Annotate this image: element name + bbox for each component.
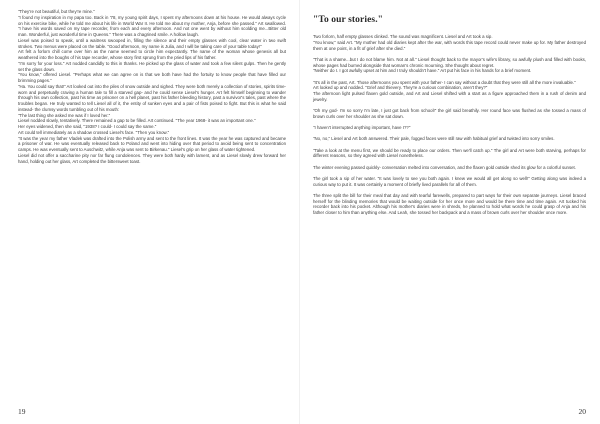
paragraph: "The last thing she asked me was if I loved her." — [18, 112, 111, 118]
paragraph: The girl took a sip of her water. "It was lovely to see you both again. I knew we would all get along so well!" Getting along was indeed a curious way to put it. It was certainly a moment of briefly lived parallels for all of them. — [313, 175, 586, 187]
paragraph: Art looked up and nodded. "Grief and thievery. They're a curious combination, aren't they?" — [313, 85, 488, 91]
page-number: 20 — [578, 407, 586, 416]
paragraph: "That is a shame...but I do not blame him. Not at all." Liesel thought back to the mayor's wife's library, so awfully plush and filled with books, whose pages had burned alongside that woman's chronic mourning. She thought about regret. — [313, 56, 586, 68]
paragraph: "I found my inspiration in my papa too. Back in '78, my young spirit days, I spent my afternoons down at his house. He would always cycle on his exercise bike, while he told me about his life in World War II. He told me about my mother, Anja, before she passed." Art swallowed. "I have his words saved on my tape recorder, from each and every afternoon. And not one went by without him scolding me...Bitter old man. Wonderful, just wonderful time in Queens." There was a chagrined smile. A hollow laugh. — [18, 14, 286, 37]
paragraph: The three split the bill for their meal that day and with tearful farewells, prepared to part ways for their own separate journeys. Liesel braced herself for the blinding memories that would be waiting outside for her once more and would be there time and time again. Art tucked his recorder back into his pocket. Although his mother's diaries were in shreds, he planned to hold what words he could grasp of Anja and his father closer to him than anything else. And Leah, she tossed her backpack and a mass of brown curls over her shoulder once more. — [313, 192, 586, 215]
paragraph: Liesel nodded slowly, tentatively. There remained a gap to be filled. Art continued. "The year 1968- it was an important one." — [18, 118, 256, 124]
paragraph: Art felt a forlorn chill come over him as the name seemed to circle him expectantly. The name of the woman whose genesis all but weathered into the boughs of his tape recorder, whose story first sprung from the pried lips of his father. — [18, 49, 286, 60]
paragraph: The winter evening passed quickly- conversation melted into conversation, and the flaxen gold outside shed its glow for a colorful sunset. — [313, 164, 576, 170]
right-page-body — [313, 34, 586, 216]
paragraph: Liesel was poised to speak, until a waitress swooped in, filling the silence and their empty glasses with cool, clear water in two swift strokes. Two menus were placed on the table. "Good afternoon, my name is Julia, and I will be taking care of your table today!" — [18, 37, 286, 49]
paragraph: "I haven't interrupted anything important, have I??" — [313, 125, 411, 130]
chapter-heading: "To our stories." — [313, 15, 384, 25]
paragraph: The afternoon light pulsed flaxen gold outside, and Art and Liesel shifted with a start as a figure approached them in a rush of denim and jewelry. — [313, 91, 586, 102]
left-page-body — [18, 9, 286, 164]
right-page — [300, 0, 600, 424]
paragraph: "Neither do I. I got awfully upset at him and I truly shouldn't have." Art put his face in his hands for a brief moment. — [313, 68, 532, 74]
paragraph: "Ha. You could say that!" Art looked out into the piles of snow outside and sighed. They were both merely a collection of stories, spirits time-worn and perpetually craving a human tale to fill a starved gap- and he could sense Liesel's hunger. Art felt himself beginning to wander through his own collection, past his time as prisoner on a hell planet, past his father bleeding history, past a survivor's tales, past where the troubles began. He truly wanted to tell Liesel all of it, the entity of sunken eyes and a pair of fists poised to fight. But this is what he said instead- the clumsy words tumbling out of his mouth: — [18, 83, 286, 112]
paragraph: Two forlorn, half empty glasses clinked. The sound was magnificent. Liesel and Art took a sip. — [313, 34, 493, 39]
paragraph: "Oh my god- I'm so sorry I'm late, I just got back from school!" the girl said breathily. Her round face was flushed as she tossed a mass of brown curls over her shoulder as she sat down. — [313, 108, 586, 119]
page-number: 19 — [18, 407, 26, 416]
paragraph: Her eyes widened, then she said, "1938? I could- I could say the same." — [18, 124, 157, 129]
paragraph: "You know," said Art. "My mother had old diaries kept after the war, with words this tape record could never make up for. My father destroyed them at one point, in a fit of grief after she died." — [313, 39, 586, 51]
paragraph: "You know," offered Liesel. "Perhaps what we can agree on is that we both have had the fortuity to know people that have filled our brimming pages." — [18, 72, 286, 83]
paragraph: "They're not beautiful, but they're mine." — [18, 9, 95, 14]
paragraph: "Take a look at the menu first, we should be ready to place our orders. Then we'll catch up." The girl and Art were both starving, perhaps for different reasons, so they agreed with Liesel nonetheless. — [313, 147, 586, 159]
paragraph: "I'm sorry for your loss." Art nodded candidly to this in thanks. He picked up the glass of water and took a few silent gulps. Then he gently set the glass down. — [18, 60, 286, 72]
paragraph: Art could tell immediately as a shadow crossed Liesel's face. "Then you know." — [18, 129, 170, 135]
paragraph: "No, no," Liesel and Art both answered. Their pale, fogged faces were still raw with habitual grief and twisted into sorry smiles. — [313, 136, 555, 142]
paragraph: Liesel did not offer a saccharine pity nor far flung condolences. They were both hardy with lament, and as Liesel slowly drew forward her hand, holding out her glass, Art completed the bittersweet toast. — [18, 152, 286, 164]
paragraph: "It was the year my father Vladek was drafted into the Polish army and sent to the front lines. It was the year he was captured and became a prisoner of war. He was eventually released back to Poland and went into hiding over that period to avoid being sent to concentration camps. He was eventually sent to Auschwitz, while Anja was sent to Birkenau." Liesel's grip on her glass of water tightened. — [18, 135, 286, 152]
paragraph: "It's all in the past, Art. Those afternoons you spent with your father- I can say without a doubt that they were still all the more invaluable." — [313, 79, 576, 85]
